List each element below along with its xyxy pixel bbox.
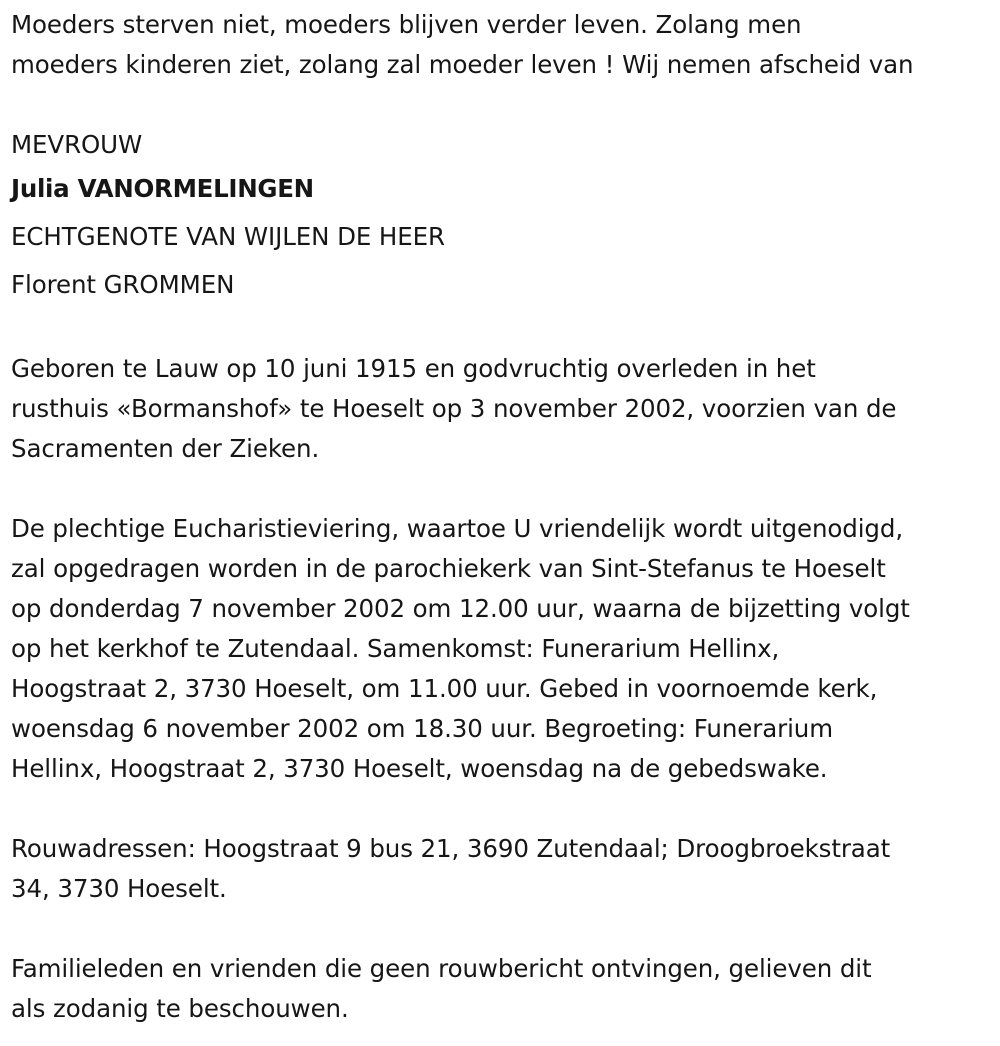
addresses-line: 34, 3730 Hoeselt.	[11, 874, 227, 903]
obituary-document	[11, 5, 996, 1029]
spacer	[11, 469, 996, 509]
spacer	[11, 909, 996, 949]
ceremony-line: zal opgedragen worden in de parochiekerk van Sint-Stefanus te Hoeselt	[11, 554, 886, 583]
ceremony-line: op het kerkhof te Zutendaal. Samenkomst: Funerarium Hellinx,	[11, 634, 780, 663]
spacer	[11, 309, 996, 349]
spacer	[11, 789, 996, 829]
deceased-relation: ECHTGENOTE VAN WIJLEN DE HEER	[11, 222, 445, 251]
ceremony-line: woensdag 6 november 2002 om 18.30 uur. Begroeting: Funerarium	[11, 714, 833, 743]
birth-death-line: rusthuis «Bormanshof» te Hoeselt op 3 november 2002, voorzien van de	[11, 394, 897, 423]
closing-line: als zodanig te beschouwen.	[11, 994, 349, 1023]
deceased-block	[11, 125, 996, 309]
deceased-name: Julia VANORMELINGEN	[11, 174, 314, 203]
spacer	[11, 85, 996, 125]
addresses-line: Rouwadressen: Hoogstraat 9 bus 21, 3690 Zutendaal; Droogbroekstraat	[11, 834, 891, 863]
birth-death-line: Sacramenten der Zieken.	[11, 434, 320, 463]
intro-paragraph	[11, 5, 996, 85]
deceased-title: MEVROUW	[11, 130, 143, 159]
closing-line: Familieleden en vrienden die geen rouwbericht ontvingen, gelieven dit	[11, 954, 872, 983]
closing-paragraph	[11, 949, 996, 1029]
birth-death-line: Geboren te Lauw op 10 juni 1915 en godvruchtig overleden in het	[11, 354, 816, 383]
addresses-paragraph	[11, 829, 996, 909]
ceremony-line: Hellinx, Hoogstraat 2, 3730 Hoeselt, woensdag na de gebedswake.	[11, 754, 828, 783]
deceased-spouse: Florent GROMMEN	[11, 270, 235, 299]
intro-line: Moeders sterven niet, moeders blijven verder leven. Zolang men	[11, 10, 802, 39]
ceremony-line: De plechtige Eucharistieviering, waartoe U vriendelijk wordt uitgenodigd,	[11, 514, 904, 543]
ceremony-paragraph	[11, 509, 996, 789]
ceremony-line: op donderdag 7 november 2002 om 12.00 uur, waarna de bijzetting volgt	[11, 594, 910, 623]
ceremony-line: Hoogstraat 2, 3730 Hoeselt, om 11.00 uur. Gebed in voornoemde kerk,	[11, 674, 878, 703]
birth-death-paragraph	[11, 349, 996, 469]
intro-line: moeders kinderen ziet, zolang zal moeder leven ! Wij nemen afscheid van	[11, 50, 914, 79]
